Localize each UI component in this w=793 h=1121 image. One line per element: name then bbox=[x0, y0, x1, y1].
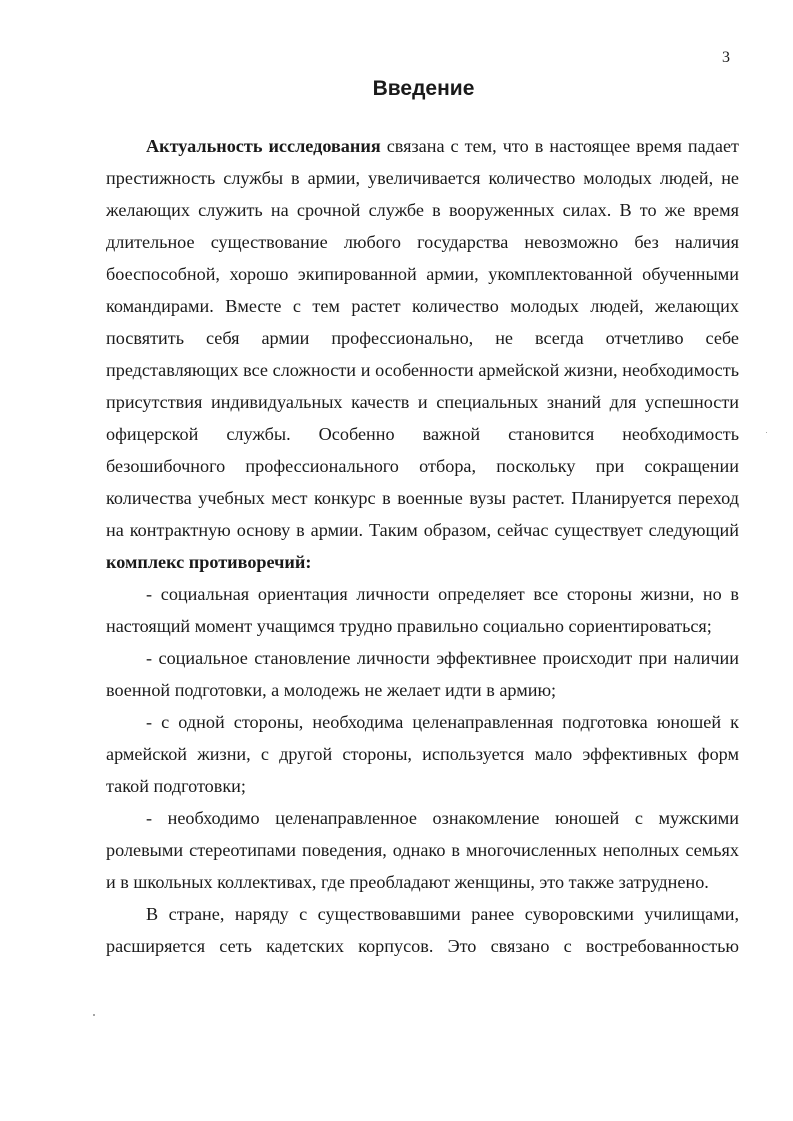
contradiction-item: - социальное становление личности эффективнее происходит при наличии военной подготовки, а молодежь не желает идти в армию; bbox=[106, 648, 739, 700]
intro-paragraph bbox=[106, 130, 739, 578]
intro-tail: комплекс противоречий: bbox=[106, 552, 312, 572]
contradiction-item: - с одной стороны, необходима целенаправленная подготовка юношей к армейской жизни, с другой стороны, используется мало эффективных форм такой подготовки; bbox=[106, 712, 739, 796]
contradiction-item: - необходимо целенаправленное ознакомление юношей с мужскими ролевыми стереотипами поведения, однако в многочисленных неполных семьях и в школьных коллективах, где преобладают женщины, это также затруднено. bbox=[106, 808, 739, 892]
closing-paragraph: В стране, наряду с существовавшими ранее суворовскими училищами, расширяется сеть кадетских корпусов. Это связано с востребованностью bbox=[106, 904, 739, 956]
intro-lead: Актуальность исследования bbox=[146, 136, 381, 156]
scan-speck bbox=[766, 432, 767, 433]
intro-text: связана с тем, что в настоящее время падает престижность службы в армии, увеличивается количество молодых людей, не желающих служить на срочной службе в вооруженных силах. В то же время длительное существование любого государства невозможно без наличия боеспособной, хорошо экипированной армии, укомплектованной обученными командирами. Вместе с тем растет количество молодых людей, желающих посвятить себя армии профессионально, не всегда отчетливо себе представляющих все сложности и особенности армейской жизни, необходимость присутствия индивидуальных качеств и специальных знаний для успешности офицерской службы. Особенно важной становится необходимость безошибочного профессионального отбора, поскольку при сокращении количества учебных мест конкурс в военные вузы растет. Планируется переход на контрактную основу в армии. Таким образом, сейчас существует следующий bbox=[106, 136, 739, 540]
page-number: 3 bbox=[722, 49, 730, 66]
document-body bbox=[106, 130, 739, 962]
page-title: Введение bbox=[372, 77, 475, 100]
contradiction-item: - социальная ориентация личности определяет все стороны жизни, но в настоящий момент учащимся трудно правильно социально сориентироваться; bbox=[106, 584, 739, 636]
scan-speck bbox=[93, 1014, 95, 1016]
